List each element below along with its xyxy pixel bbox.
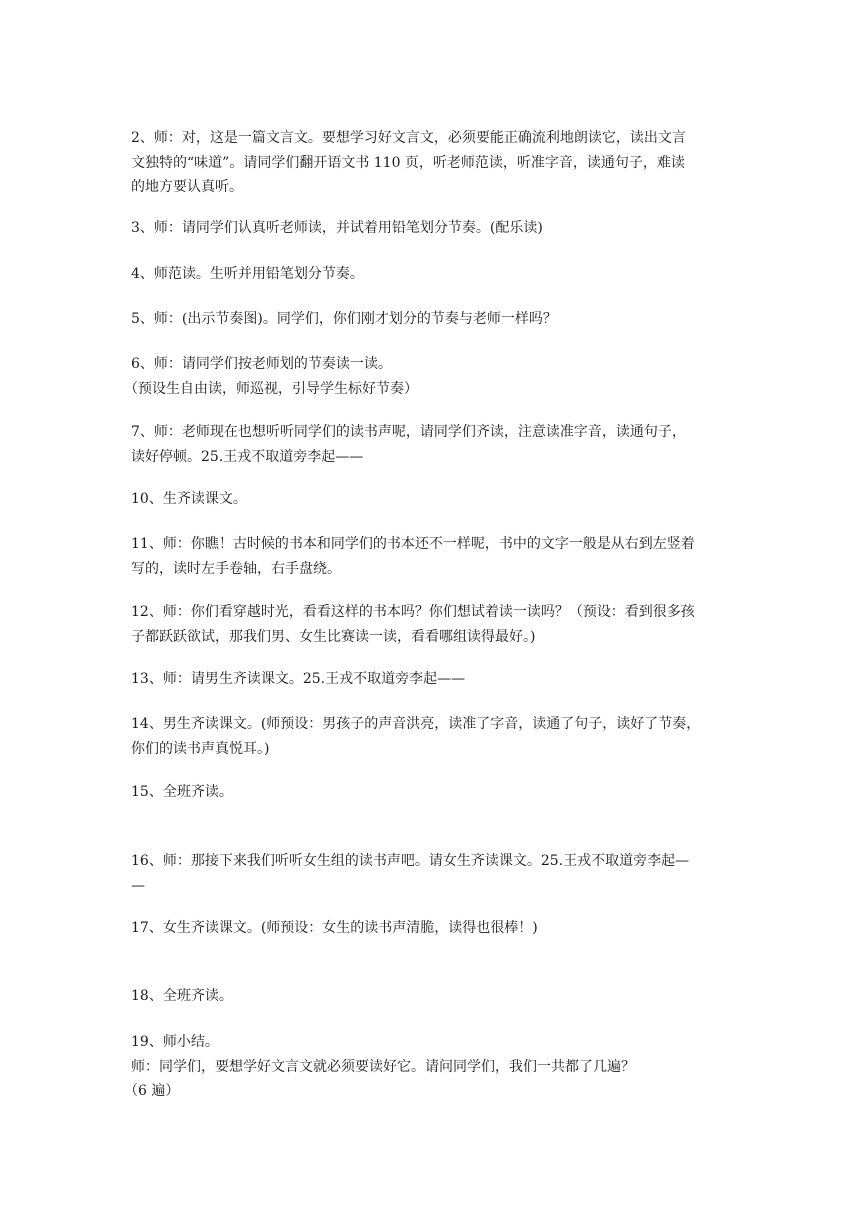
paragraph-18 — [131, 984, 735, 1009]
text-line: 18、全班齐读。 — [131, 988, 233, 1004]
paragraph-14 — [131, 712, 735, 761]
text-line: 文独特的“味道”。请同学们翻开语文书 110 页，听老师范读，听准字音，读通句子，难读 — [131, 154, 685, 171]
paragraph-10 — [131, 487, 735, 512]
text-line: 写的，读时左手卷轴，右手盘绕。 — [131, 560, 341, 577]
text-line: 2、师：对，这是一篇文言文。要想学习好文言文，必须要能正确流利地朗读它，读出文言 — [131, 130, 686, 146]
paragraph-12 — [131, 600, 735, 649]
text-line: 3、师：请同学们认真听老师读，并试着用铅笔划分节奏。(配乐读) — [131, 220, 543, 236]
text-line: 10、生齐读课文。 — [131, 491, 247, 507]
text-line: 12、师：你们看穿越时光，看看这样的书本吗？你们想试着读一读吗？（预设：看到很多孩 — [131, 604, 695, 620]
text-line: 15、全班齐读。 — [131, 784, 233, 800]
paragraph-3 — [131, 216, 735, 241]
text-line: 你们的读书声真悦耳。) — [131, 740, 270, 757]
text-line: 4、师范读。生听并用铅笔划分节奏。 — [131, 266, 364, 282]
text-line: 14、男生齐读课文。(师预设：男孩子的声音洪亮，读准了字音，读通了句子，读好了节奏， — [131, 716, 701, 732]
text-line: — — [131, 877, 145, 894]
paragraph-19 — [124, 1030, 735, 1104]
paragraph-7 — [131, 420, 735, 469]
paragraph-6 — [124, 352, 735, 401]
text-line: 读好停顿。25.王戎不取道旁李起—— — [131, 448, 364, 465]
text-line: 子都跃跃欲试，那我们男、女生比赛读一读，看看哪组读得最好。) — [131, 628, 536, 645]
text-line: （预设生自由读，师巡视，引导学生标好节奏） — [124, 380, 418, 397]
paragraph-5 — [131, 307, 735, 332]
text-line: 17、女生齐读课文。(师预设：女生的读书声清脆，读得也很棒！) — [131, 920, 538, 936]
text-line: 16、师：那接下来我们听听女生组的读书声吧。请女生齐读课文。25.王戎不取道旁李起— — [131, 853, 690, 869]
text-line: 的地方要认真听。 — [131, 179, 243, 195]
text-line: 13、师：请男生齐读课文。25.王戎不取道旁李起—— — [131, 671, 466, 687]
paragraph-15 — [131, 780, 735, 805]
text-line: 师：同学们，要想学好文言文就必须要读好它。请问同学们，我们一共都了几遍？ — [131, 1058, 635, 1075]
paragraph-17 — [131, 916, 735, 941]
paragraph-2 — [131, 126, 735, 200]
text-line: 19、师小结。 — [131, 1034, 219, 1050]
text-line: 5、师：(出示节奏图)。同学们，你们刚才划分的节奏与老师一样吗？ — [131, 311, 557, 327]
paragraph-16 — [131, 849, 735, 898]
paragraph-4 — [131, 262, 735, 287]
paragraph-13 — [131, 667, 735, 692]
paragraph-11 — [131, 532, 735, 581]
text-line: 6、师：请同学们按老师划的节奏读一读。 — [131, 356, 392, 372]
text-line: （6 遍） — [124, 1083, 180, 1099]
text-line: 7、师：老师现在也想听听同学们的读书声呢，请同学们齐读，注意读准字音，读通句子， — [131, 424, 686, 440]
text-line: 11、师：你瞧！古时候的书本和同学们的书本还不一样呢，书中的文字一般是从右到左竖着 — [131, 536, 695, 552]
